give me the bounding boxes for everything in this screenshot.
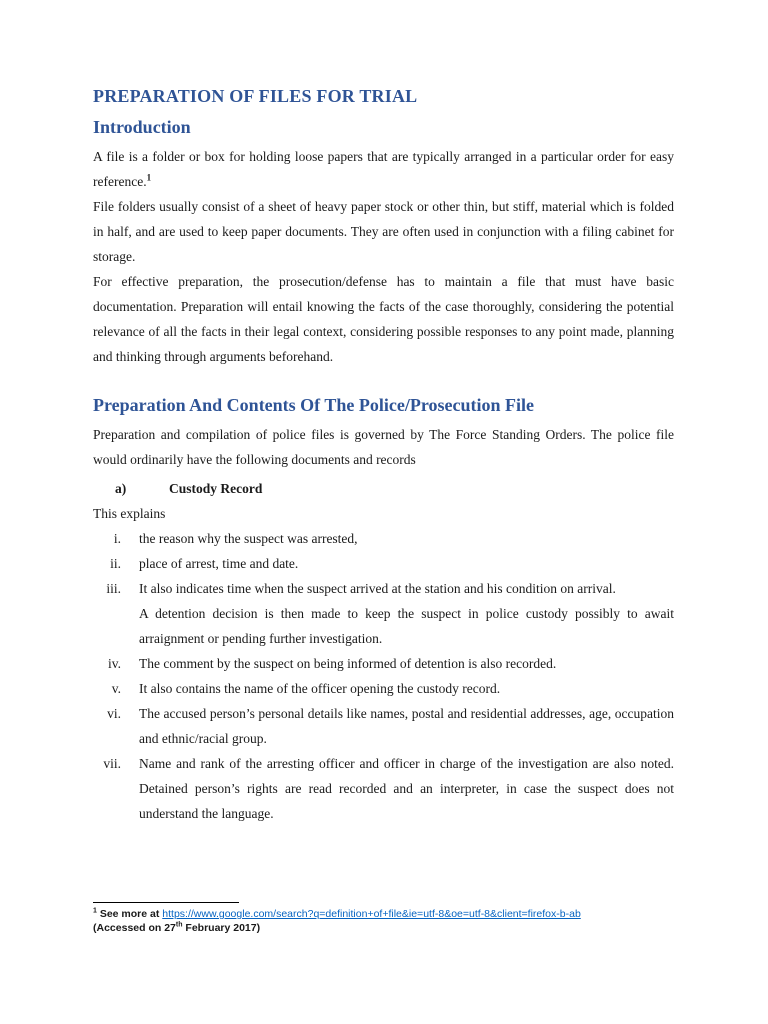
footnote-separator — [93, 902, 239, 903]
footnote — [93, 907, 713, 935]
list-item-continuation: A detention decision is then made to keep the suspect in police custody possibly to await arraignment or pending further investigation. — [139, 606, 674, 646]
list-item: vi. The accused person’s personal details like names, postal and residential addresses, age, occupation and ethnic/racial group. — [107, 706, 674, 746]
footnote-link[interactable]: https://www.google.com/search?q=definition+of+file&ie=utf-8&oe=utf-8&client=firefox-b-ab — [162, 908, 581, 920]
subsection-heading — [93, 476, 674, 501]
list-item: iv. The comment by the suspect on being informed of detention is also recorded. — [108, 656, 557, 671]
section-paragraph: Preparation and compilation of police files is governed by The Force Standing Orders. The police file would ordinarily have the following documents and records — [93, 427, 674, 467]
list-item: v. It also contains the name of the officer opening the custody record. — [111, 681, 501, 696]
lead-in-text: This explains — [93, 506, 166, 521]
list-item: vii. Name and rank of the arresting officer and officer in charge of the investigation are also noted. Detained person’s rights are read recorded and an interpreter, in case the suspect does not understand the language. — [103, 756, 674, 821]
list-item: i. the reason why the suspect was arrested, — [113, 531, 358, 546]
intro-heading: Introduction — [93, 117, 191, 137]
section-heading: Preparation And Contents Of The Police/Prosecution File — [93, 395, 534, 415]
footnote-reference[interactable]: 1 — [146, 172, 152, 183]
intro-paragraph-1: A file is a folder or box for holding loose papers that are typically arranged in a particular order for easy reference.$^1$ — [93, 149, 674, 189]
document-title: PREPARATION OF FILES FOR TRIAL — [93, 86, 418, 106]
list-item: ii. place of arrest, time and date. — [110, 556, 299, 571]
document-page — [93, 86, 674, 826]
custody-record-list — [93, 526, 674, 826]
footnote-number: 1 — [93, 907, 97, 915]
subsection-marker: a) — [115, 481, 127, 496]
intro-paragraph-2: File folders usually consist of a sheet of heavy paper stock or other thin, but stiff, material which is folded in half, and are used to keep paper documents. They are often used in conjunction with a filing cabinet for storage. — [93, 199, 674, 264]
list-item: iii. It also indicates time when the suspect arrived at the station and his condition on arrival. A detention decision is then made to keep the suspect in police custody possibly to await arraignment or pending further investigation. — [93, 576, 674, 651]
footnote-line-2: (Accessed on 27th February 2017) — [93, 921, 261, 934]
subsection-title: Custody Record — [169, 481, 263, 496]
intro-paragraph-3: For effective preparation, the prosecution/defense has to maintain a file that must have basic documentation. Preparation will entail knowing the facts of the case thoroughly, considering the potential relevance of all the facts in their legal context, considering possible responses to any point made, planning and thinking through arguments beforehand. — [93, 274, 674, 364]
footnote-line-1: $^1$ See more at https://www.google.com/search?q=definition+of+file&ie=utf-8&oe=utf-8&client=firefox-b-ab — [93, 907, 581, 920]
